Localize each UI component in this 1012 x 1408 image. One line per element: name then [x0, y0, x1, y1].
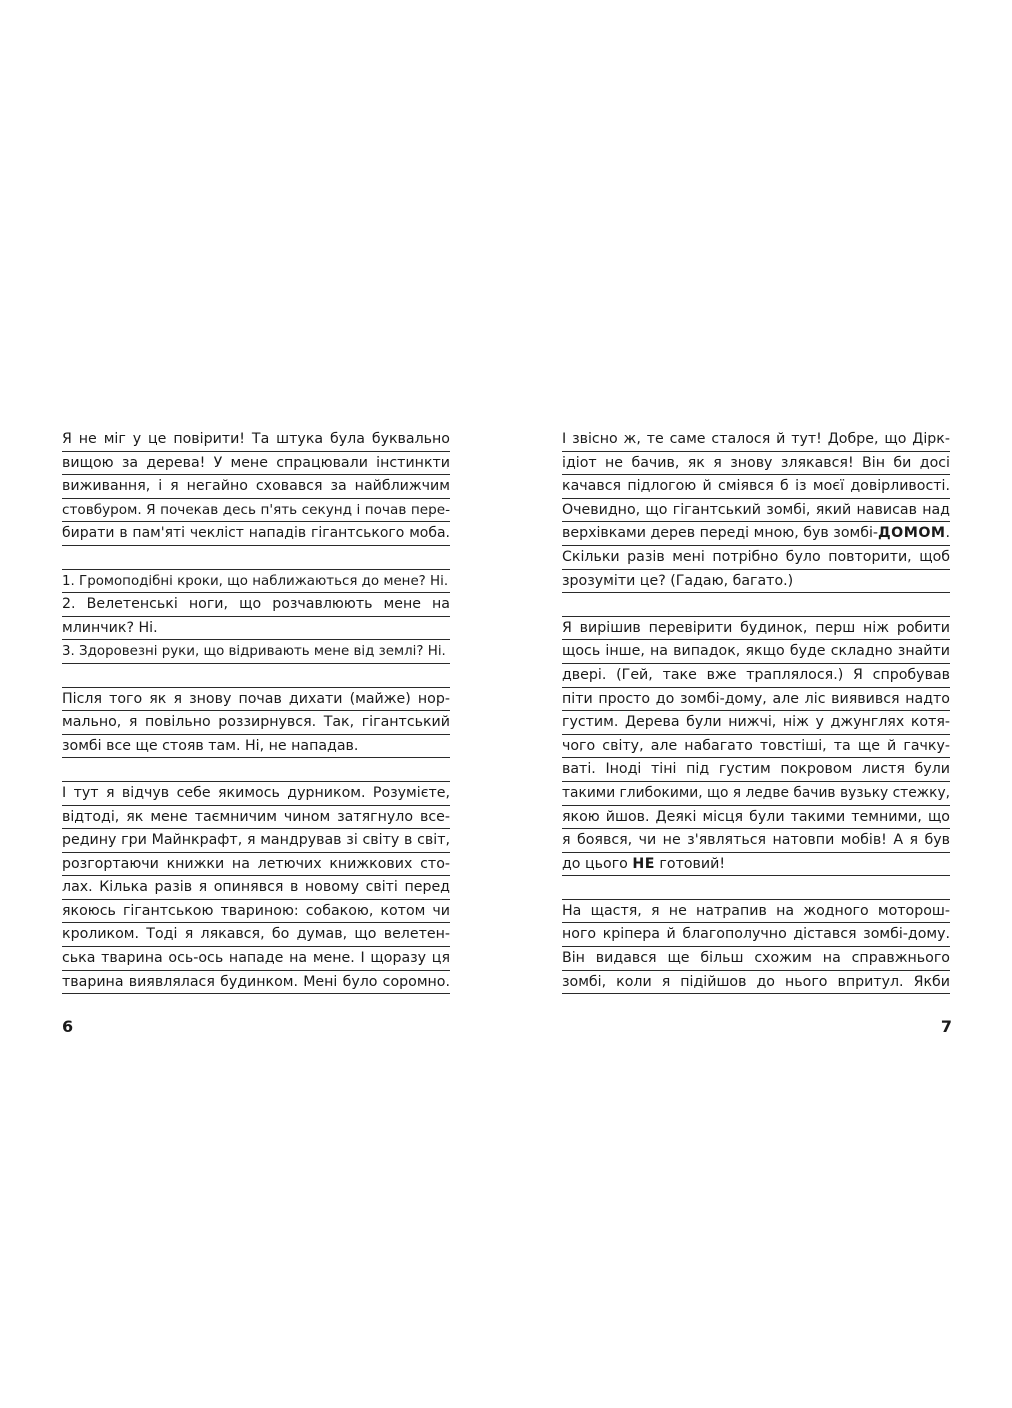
text-line: ваті. Іноді тіні під густим покровом листя були	[562, 758, 950, 782]
line-text: до цього	[562, 855, 633, 872]
text-line: зомбі все ще стояв там. Ні, не нападав.	[62, 735, 450, 759]
line-text: .	[945, 525, 950, 542]
emphasis-word: ДОМОМ	[878, 525, 946, 542]
text-line: піти просто до зомбі-дому, але ліс виявився надто	[562, 688, 950, 712]
text-line	[562, 853, 950, 877]
text-line: кроликом. Тоді я лякався, бо думав, що велетен-	[62, 923, 450, 947]
text-line: тварина виявлялася будинком. Мені було соромно.	[62, 971, 450, 995]
text-line: ська тварина ось-ось нападе на мене. І щоразу ця	[62, 947, 450, 971]
text-line: Я не міг у це повірити! Та штука була буквально	[62, 428, 450, 452]
emphasis-word: НЕ	[632, 855, 655, 872]
text-line: Очевидно, що гігантський зомбі, який нависав над	[562, 499, 950, 523]
text-line: такими глибокими, що я ледве бачив вузьку стежку,	[562, 782, 950, 806]
text-line: чого світу, але набагато товстіші, та ще й гачку-	[562, 735, 950, 759]
right-page	[506, 0, 1012, 1408]
text-line: бирати в пам'яті чекліст нападів гігантського моба.	[62, 522, 450, 546]
text-line: І звісно ж, те саме сталося й тут! Добре, що Дірк-	[562, 428, 950, 452]
text-line	[562, 522, 950, 546]
text-line: щось інше, на випадок, якщо буде складно знайти	[562, 640, 950, 664]
text-line	[562, 876, 950, 900]
text-line	[62, 546, 450, 570]
text-line: відтоді, як мене таємничим чином затягнуло все-	[62, 806, 450, 830]
text-line: Він видався ще більш схожим на справжнього	[562, 947, 950, 971]
left-page-number: 6	[62, 1017, 74, 1036]
text-line: І тут я відчув себе якимось дурником. Розумієте,	[62, 782, 450, 806]
text-line: вищою за дерева! У мене спрацювали інстинкти	[62, 452, 450, 476]
text-line: качався підлогою й сміявся б із моєї довірливості.	[562, 475, 950, 499]
text-line: зрозуміти це? (Гадаю, багато.)	[562, 570, 950, 594]
text-line: якою йшов. Деякі місця були такими темними, що	[562, 806, 950, 830]
text-line: ідіот не бачив, як я знову злякався! Він би досі	[562, 452, 950, 476]
text-line	[562, 593, 950, 617]
text-line	[62, 664, 450, 688]
text-line: зомбі, коли я підійшов до нього впритул. Якби	[562, 971, 950, 995]
text-line: лах. Кілька разів я опинявся в новому світі перед	[62, 876, 450, 900]
left-page-text	[62, 428, 450, 994]
right-page-text	[562, 428, 950, 994]
text-line: мально, я повільно роззирнувся. Так, гігантський	[62, 711, 450, 735]
text-line: густим. Дерева були нижчі, ніж у джунглях котя-	[562, 711, 950, 735]
text-line: млинчик? Ні.	[62, 617, 450, 641]
text-line: 2. Велетенські ноги, що розчавлюють мене на	[62, 593, 450, 617]
text-line: Скільки разів мені потрібно було повторити, щоб	[562, 546, 950, 570]
text-line: Після того як я знову почав дихати (майже) нор-	[62, 688, 450, 712]
text-line: двері. (Гей, таке вже траплялося.) Я спробував	[562, 664, 950, 688]
text-line: розгортаючи книжки на летючих книжкових сто-	[62, 853, 450, 877]
text-line: я боявся, чи не з'являться натовпи мобів! А я був	[562, 829, 950, 853]
text-line	[62, 758, 450, 782]
line-text: готовий!	[654, 855, 726, 872]
text-line: Я вирішив перевірити будинок, перш ніж робити	[562, 617, 950, 641]
text-line: На щастя, я не натрапив на жодного моторош-	[562, 900, 950, 924]
text-line: стовбуром. Я почекав десь п'ять секунд і почав пере-	[62, 499, 450, 523]
right-page-number: 7	[940, 1017, 952, 1036]
text-line: редину гри Майнкрафт, я мандрував зі світу в світ,	[62, 829, 450, 853]
text-line: 3. Здоровезні руки, що відривають мене від землі? Ні.	[62, 640, 450, 664]
text-line: 1. Громоподібні кроки, що наближаються до мене? Ні.	[62, 570, 450, 594]
text-line: якоюсь гігантською твариною: собакою, котом чи	[62, 900, 450, 924]
text-line: виживання, і я негайно сховався за найближчим	[62, 475, 450, 499]
text-line: ного кріпера й благополучно дістався зомбі-дому.	[562, 923, 950, 947]
line-text: верхівками дерев переді мною, був зомбі-	[562, 525, 879, 542]
